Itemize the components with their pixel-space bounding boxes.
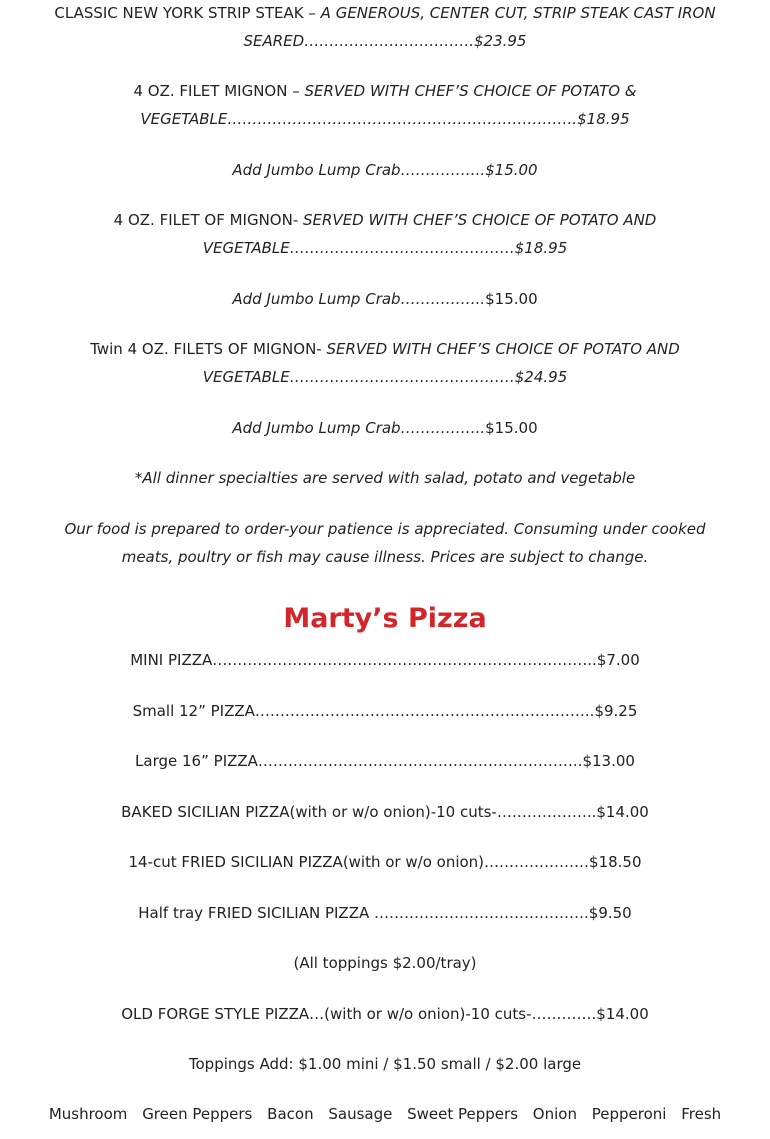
twin-filet-line-2: VEGETABLE………………………………………$24.95 [202, 368, 568, 386]
pizza-item: OLD FORGE STYLE PIZZA…(with or w/o onion)-10 cuts-………….$14.00 [121, 1005, 649, 1023]
pizza-item: Large 16” PIZZA………………………………………………………..$13.00 [135, 752, 635, 770]
strip-steak-name: CLASSIC NEW YORK STRIP STEAK – [54, 4, 321, 22]
pizza-item: Half tray FRIED SICILIAN PIZZA …………………………………….$9.50 [138, 904, 632, 922]
filet-2-desc: SERVED WITH CHEF’S CHOICE OF POTATO AND [303, 211, 657, 229]
crab-addon-3-price: $15.00 [485, 419, 538, 437]
topping-item: Mushroom [48, 1105, 128, 1123]
twin-filet-line-1 [0, 335, 770, 363]
filet-2-line-1 [0, 206, 770, 234]
topping-item: Green Peppers [142, 1105, 253, 1123]
filet-1-line-1 [0, 77, 770, 105]
crab-addon-3 [0, 414, 770, 442]
topping-item: Sweet Peppers [407, 1105, 519, 1123]
crab-addon-2 [0, 285, 770, 313]
pizza-item: MINI PIZZA…………………………………………………………………..$7.00 [130, 651, 640, 669]
toppings-list [0, 1100, 770, 1128]
filet-2-name: 4 OZ. FILET OF MIGNON- [113, 211, 304, 229]
filet-2-line-2: VEGETABLE………………………………………$18.95 [202, 239, 568, 257]
toppings-price-note: Toppings Add: $1.00 mini / $1.50 small / $2.00 large [188, 1055, 582, 1073]
strip-steak-line-2: SEARED…………………………….$23.95 [243, 32, 527, 50]
pizza-section-title: Marty’s Pizza [283, 603, 487, 634]
topping-item: Fresh [681, 1105, 722, 1123]
crab-addon-2-label: Add Jumbo Lump Crab…………….. [232, 290, 486, 308]
disclaimer-line-2: meats, poultry or fish may cause illness. Prices are subject to change. [121, 548, 649, 566]
crab-addon-1: Add Jumbo Lump Crab……………..$15.00 [232, 161, 538, 179]
strip-steak-line-1 [0, 0, 770, 27]
topping-item: Bacon [267, 1105, 314, 1123]
twin-filet-desc: SERVED WITH CHEF’S CHOICE OF POTATO AND [326, 340, 680, 358]
topping-item: Pepperoni [591, 1105, 667, 1123]
specialties-note: *All dinner specialties are served with salad, potato and vegetable [134, 469, 636, 487]
pizza-item: Small 12” PIZZA…………………………………………………………..$9.25 [132, 702, 638, 720]
disclaimer-line-1: Our food is prepared to order-your patience is appreciated. Consuming under cooked [64, 520, 706, 538]
pizza-item: 14-cut FRIED SICILIAN PIZZA(with or w/o onion)…………………$18.50 [128, 853, 642, 871]
crab-addon-2-price: $15.00 [485, 290, 538, 308]
filet-1-desc: SERVED WITH CHEF’S CHOICE OF POTATO & [304, 82, 637, 100]
filet-1-name: 4 OZ. FILET MIGNON – [133, 82, 305, 100]
tray-toppings-note: (All toppings $2.00/tray) [293, 954, 477, 972]
crab-addon-3-label: Add Jumbo Lump Crab…………….. [232, 419, 486, 437]
topping-item: Sausage [328, 1105, 393, 1123]
filet-1-line-2: VEGETABLE…………………………………………………………….$18.95 [140, 110, 630, 128]
topping-item: Onion [532, 1105, 577, 1123]
twin-filet-name: Twin 4 OZ. FILETS OF MIGNON- [90, 340, 327, 358]
pizza-item: BAKED SICILIAN PIZZA(with or w/o onion)-10 cuts-………………..$14.00 [121, 803, 649, 821]
strip-steak-desc: A GENEROUS, CENTER CUT, STRIP STEAK CAST IRON [320, 4, 716, 22]
